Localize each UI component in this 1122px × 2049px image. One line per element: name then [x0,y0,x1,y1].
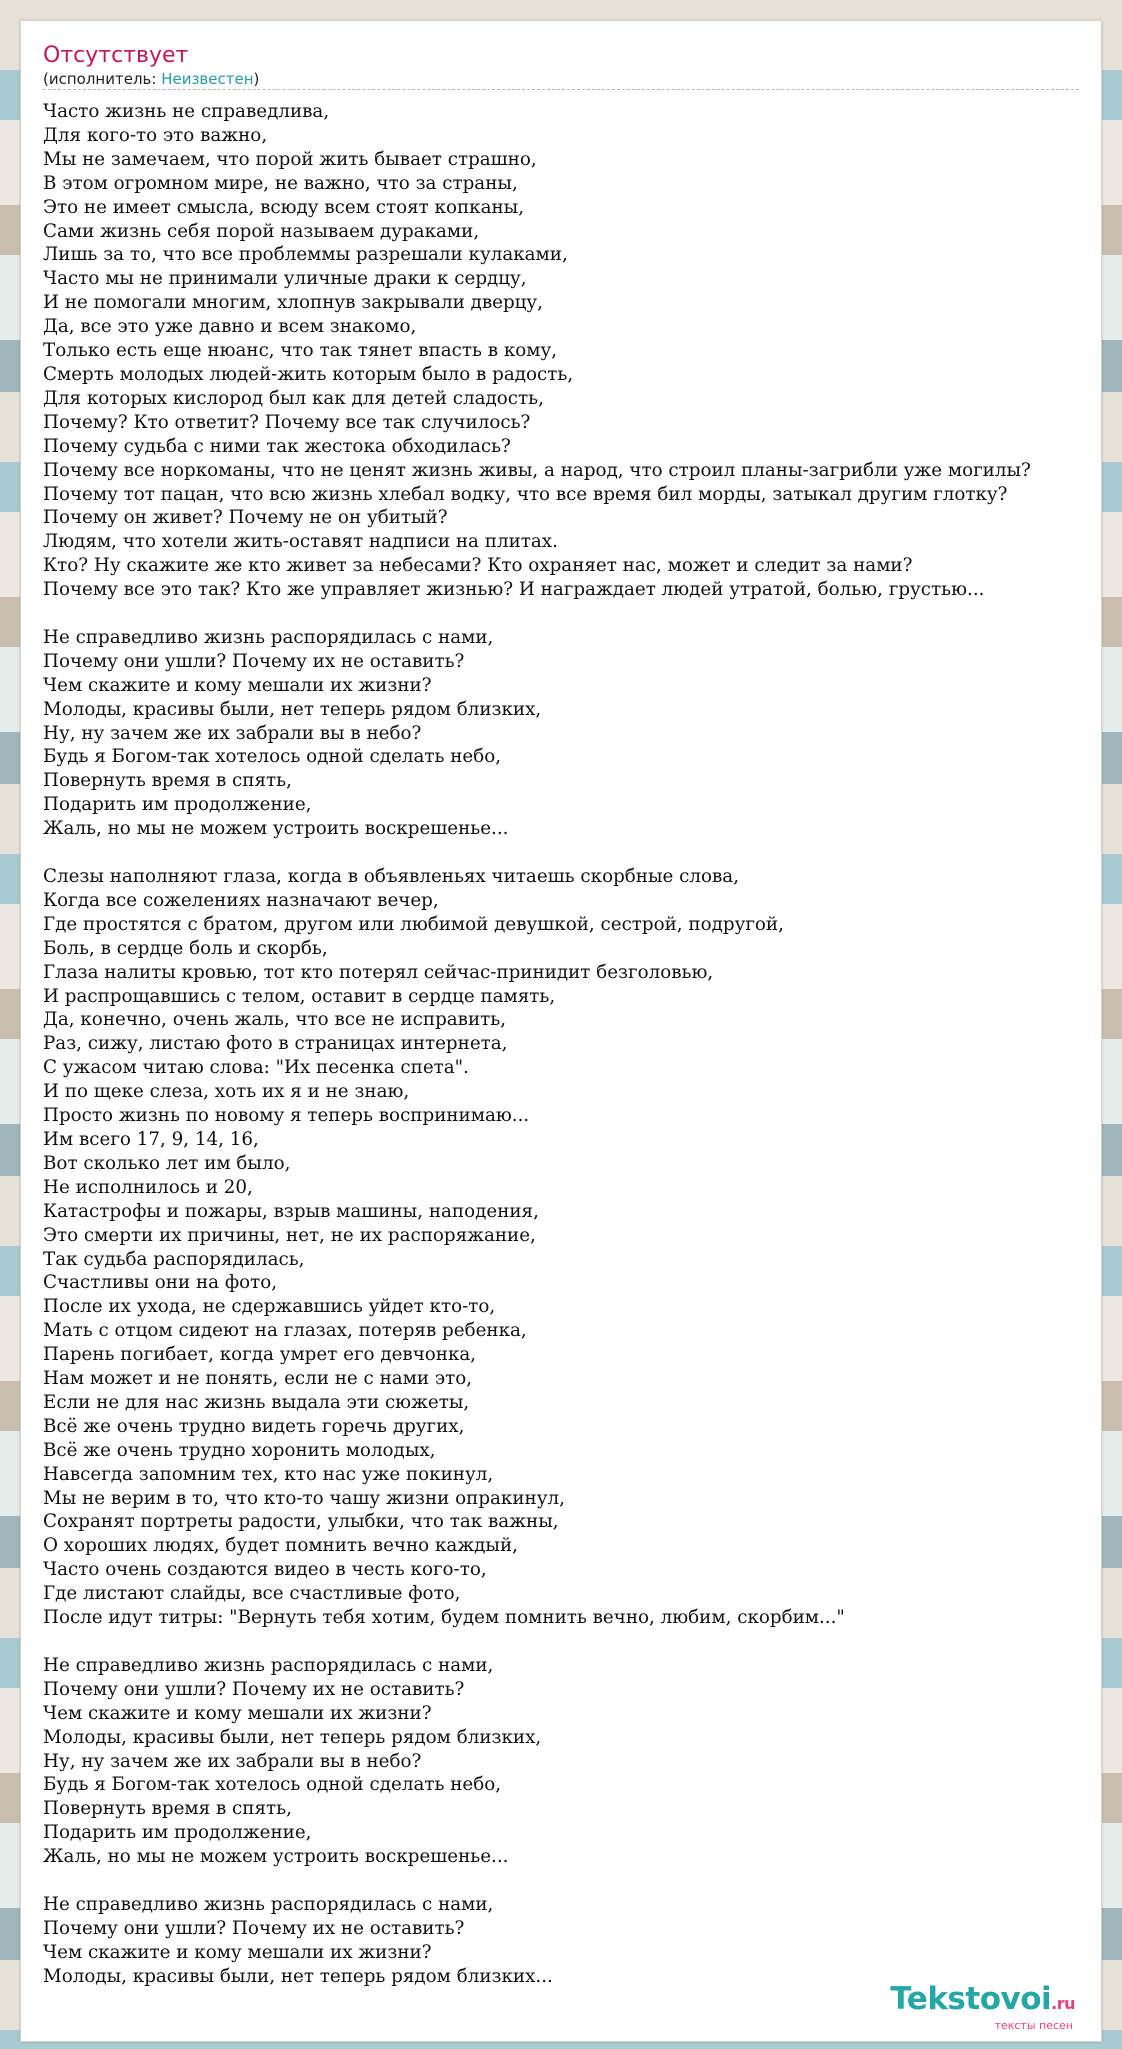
logo-name: Tekstovoi [890,1981,1052,2017]
logo-tld: .ru [1051,1994,1075,2013]
song-title: Отсутствует [43,43,189,68]
lyrics-text: Часто жизнь не справедлива, Для кого-то это важно, Мы не замечаем, что порой жить бывает страшно, В этом огромном мире, не важно, что за страны, Это не имеет смысла, всюду всем стоят копканы, Сами жизнь себя порой называем дураками, Лишь за то, что все проблеммы разрешали кулаками, Часто мы не принимали уличные драки к сердцу, И не помогали многим, хлопнув закрывали дверцу, Да, все это уже давно и всем знакомо, Только есть еще нюанс, что так тянет впасть в кому, Смерть молодых людей-жить которым было в радость, Для которых кислород был как для детей сладость, Почему? Кто ответит? Почему все так случилось? Почему судьба с ними так жестока обходилась? Почему все норкоманы, что не ценят жизнь живы, а народ, что строил планы-загрибли уже могилы? Почему тот пацан, что всю жизнь хлебал водку, что все время бил морды, затыкал другим глотку? Почему он живет? Почему не он убитый? Людям, что хотели жить-оставят надписи на плитах. Кто? Ну скажите же кто живет за небесами? Кто охраняет нас, может и следит за нами? Почему все это так? Кто же управляет жизнью? И награждает людей утратой, болью, грустью... Не справедливо жизнь распорядилась с нами, Почему они ушли? Почему их не оставить? Чем скажите и кому мешали их жизни? Молоды, красивы были, нет теперь рядом близких, Ну, ну зачем же их забрали вы в небо? Будь я Богом-так хотелось одной сделать небо, Повернуть время в спять, Подарить им продолжение, Жаль, но мы не можем устроить воскрешенье... Слезы наполняют глаза, когда в объявленьях читаешь скорбные слова, Когда все сожелениях назначают вечер, Где простятся с братом, другом или любимой девушкой, сестрой, подругой, Боль, в сердце боль и скорбь, Глаза налиты кровью, тот кто потерял сейчас-принидит безголовью, И распрощавшись с телом, оставит в сердце память, Да, конечно, очень жаль, что все не исправить, Раз, сижу, листаю фото в страницах интернета, С ужасом читаю слова: "Их песенка спета". И по щеке слеза, хоть их я и не знаю, Просто жизнь по новому я теперь воспринимаю... Им всего 17, 9, 14, 16, Вот сколько лет им было, Не исполнилось и 20, Катастрофы и пожары, взрыв машины, наподения, Это смерти их причины, нет, не их распоряжание, Так судьба распорядилась, Счастливы они на фото, После их ухода, не сдержавшись уйдет кто-то, Мать с отцом сидеют на глазах, потеряв ребенка, Парень погибает, когда умрет его девчонка, Нам может и не понять, если не с нами это, Если не для нас жизнь выдала эти сюжеты, Всё же очень трудно видеть горечь других, Всё же очень трудно хоронить молодых, Навсегда запомним тех, кто нас уже покинул, Мы не верим в то, что кто-то чашу жизни опракинул, Сохранят портреты радости, улыбки, что так важны, О хороших людях, будет помнить вечно каждый, Часто очень создаются видео в честь кого-то, Где листают слайды, все счастливые фото, После идут титры: "Вернуть тебя хотим, будем помнить вечно, любим, скорбим..." Не справедливо жизнь распорядилась с нами, Почему они ушли? Почему их не оставить? Чем скажите и кому мешали их жизни? Молоды, красивы были, нет теперь рядом близких, Ну, ну зачем же их забрали вы в небо? Будь я Богом-так хотелось одной сделать небо, Повернуть время в спять, Подарить им продолжение, Жаль, но мы не можем устроить воскрешенье... Не справедливо жизнь распорядилась с нами, Почему они ушли? Почему их не оставить? Чем скажите и кому мешали их жизни? Молоды, красивы были, нет теперь рядом близких... [43,101,1031,1987]
song-header [43,42,1079,90]
artist-suffix: ) [253,70,260,88]
logo-tagline: тексты песен [994,2019,1073,2032]
artist-line [43,70,1079,88]
artist-prefix: (исполнитель: [43,70,162,88]
site-logo[interactable] [890,1983,1075,2031]
lyrics-card [20,20,1102,2042]
artist-link[interactable]: Неизвестен [161,70,254,88]
logo-wordmark [890,1983,1075,2020]
